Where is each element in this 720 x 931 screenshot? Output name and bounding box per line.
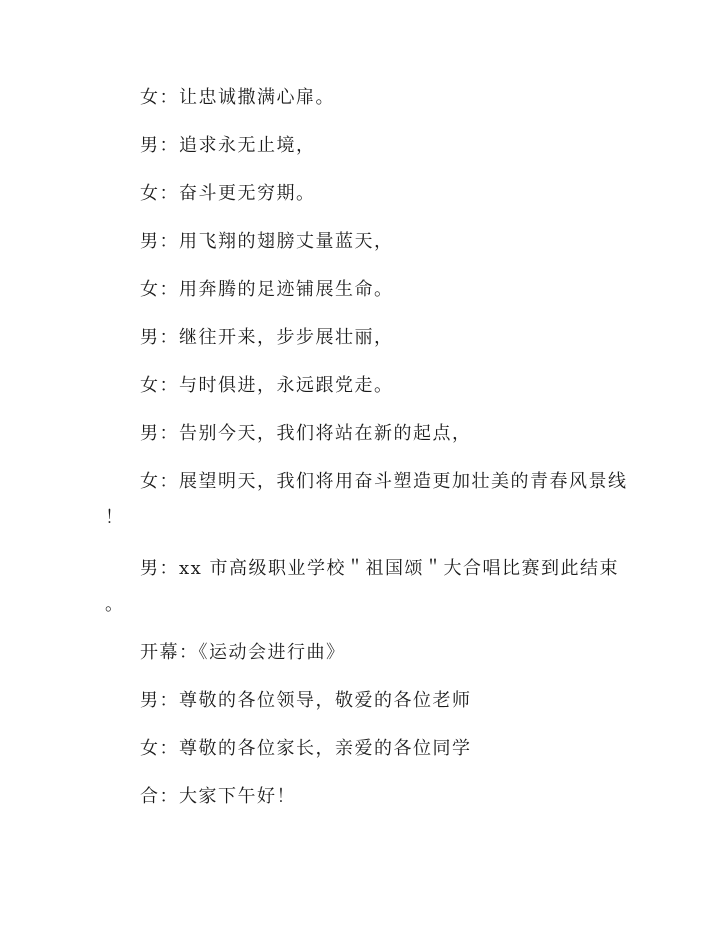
script-line: 男：xx 市高级职业学校＂祖国颂＂大合唱比赛到此结束 bbox=[140, 558, 620, 579]
script-line: 女：尊敬的各位家长，亲爱的各位同学 bbox=[140, 738, 472, 759]
script-line: 开幕：《运动会进行曲》 bbox=[140, 642, 346, 663]
script-line-continuation: 。 bbox=[105, 594, 125, 615]
script-line: 男：追求永无止境， bbox=[140, 135, 316, 156]
script-line: 合：大家下午好！ bbox=[140, 786, 296, 807]
script-line: 男：继往开来，步步展壮丽， bbox=[140, 327, 394, 348]
script-line: 女：奋斗更无穷期。 bbox=[140, 183, 316, 204]
script-line: 男：告别今天，我们将站在新的起点， bbox=[140, 423, 472, 444]
script-line: 女：与时俱进，永远跟党走。 bbox=[140, 375, 394, 396]
script-line: 男：尊敬的各位领导，敬爱的各位老师 bbox=[140, 690, 472, 711]
script-line: 男：用飞翔的翅膀丈量蓝天， bbox=[140, 231, 394, 252]
script-line: 女：展望明天，我们将用奋斗塑造更加壮美的青春风景线 bbox=[140, 471, 628, 492]
script-line: 女：用奔腾的足迹铺展生命。 bbox=[140, 279, 394, 300]
script-line: 女：让忠诚撒满心扉。 bbox=[140, 87, 335, 108]
script-line-continuation: ！ bbox=[105, 507, 125, 528]
